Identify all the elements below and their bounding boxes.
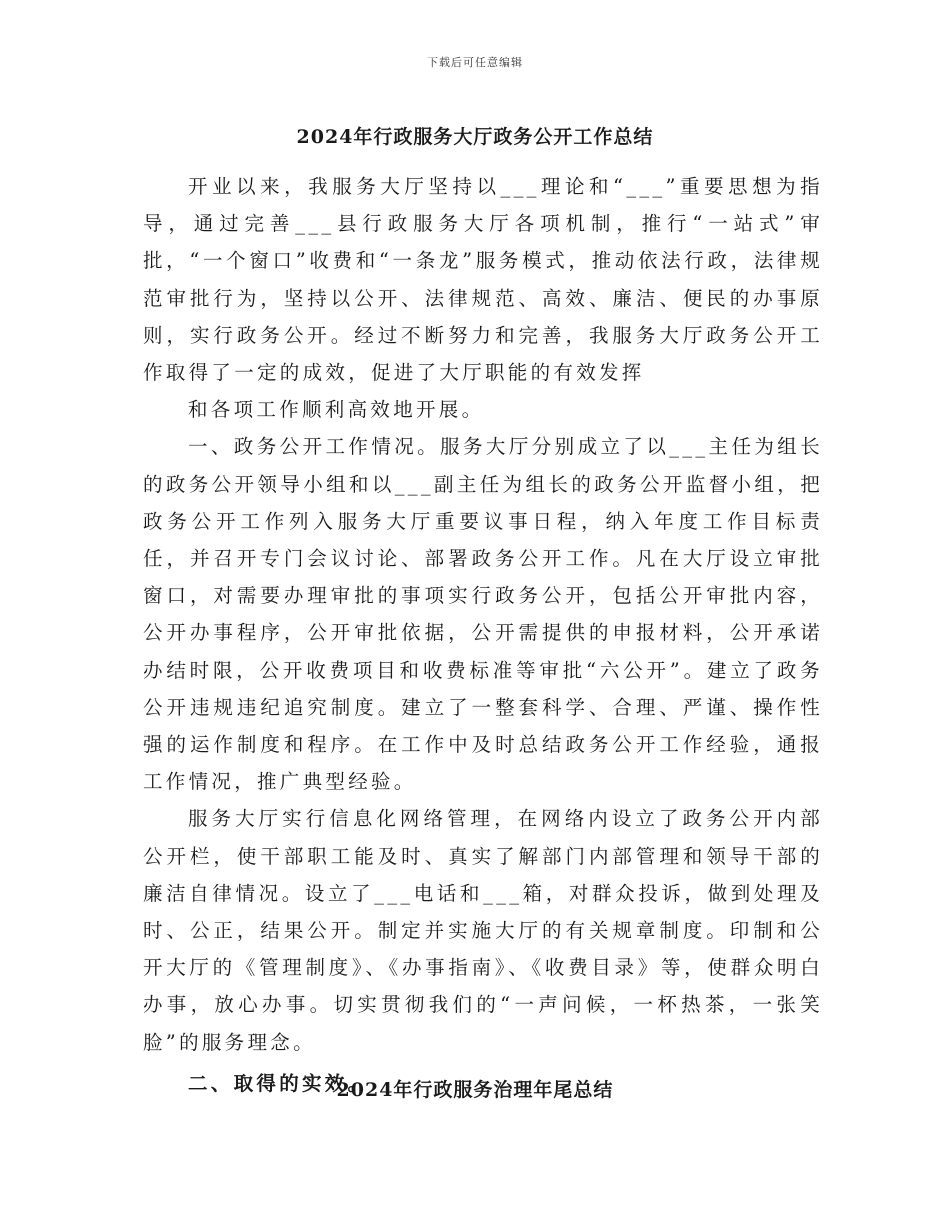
header-note: 下载后可任意编辑 <box>427 56 523 69</box>
paragraph-section-one: 一、政务公开工作情况。服务大厅分别成立了以___主任为组长的政务公开领导小组和以___副主任为组长的政务公开监督小组，把政务公开工作列入服务大厅重要议事日程，纳入年度工作目标责任，并召开专门会议讨论、部署政务公开工作。凡在大厅设立审批窗口，对需要办理审批的事项实行政务公开，包括公开审批内容，公开办事程序，公开审批依据，公开需提供的申报材料，公开承诺办结时限，公开收费项目和收费标准等审批“六公开”。建立了政务公开违规违纪追究制度。建立了一整套科学、合理、严谨、操作性强的运作制度和程序。在工作中及时总结政务公开工作经验，通报工作情况，推广典型经验。 <box>143 435 823 794</box>
section-heading-results: 二、取得的实效。 <box>188 1071 371 1095</box>
document-title: 2024年行政服务大厅政务公开工作总结 <box>296 126 654 148</box>
paragraph-network-management: 服务大厅实行信息化网络管理，在网络内设立了政务公开内部公开栏，使干部职工能及时、真实了解部门内部管理和领导干部的廉洁自律情况。设立了___电话和___箱，对群众投诉，做到处理及时、公正，结果公开。制定并实施大厅的有关规章制度。印制和公开大厅的《管理制度》、《办事指南》、《收费目录》等，使群众明白办事，放心办事。切实贯彻我们的“一声问候，一杯热茶，一张笑脸”的服务理念。 <box>143 807 823 1054</box>
paragraph-intro: 开业以来，我服务大厅坚持以___理论和“___”重要思想为指导，通过完善___县行政服务大厅各项机制，推行“一站式”审批，“一个窗口”收费和“一条龙”服务模式，推动依法行政，法律规范审批行为，坚持以公开、法律规范、高效、廉洁、便民的办事原则，实行政务公开。经过不断努力和完善，我服务大厅政务公开工作取得了一定的成效，促进了大厅职能的有效发挥 <box>143 175 823 385</box>
document-body <box>143 168 823 1102</box>
paragraph-intro-continued: 和各项工作顺利高效地开展。 <box>188 398 485 422</box>
second-document-title: 2024年行政服务治理年尾总结 <box>336 1079 614 1101</box>
